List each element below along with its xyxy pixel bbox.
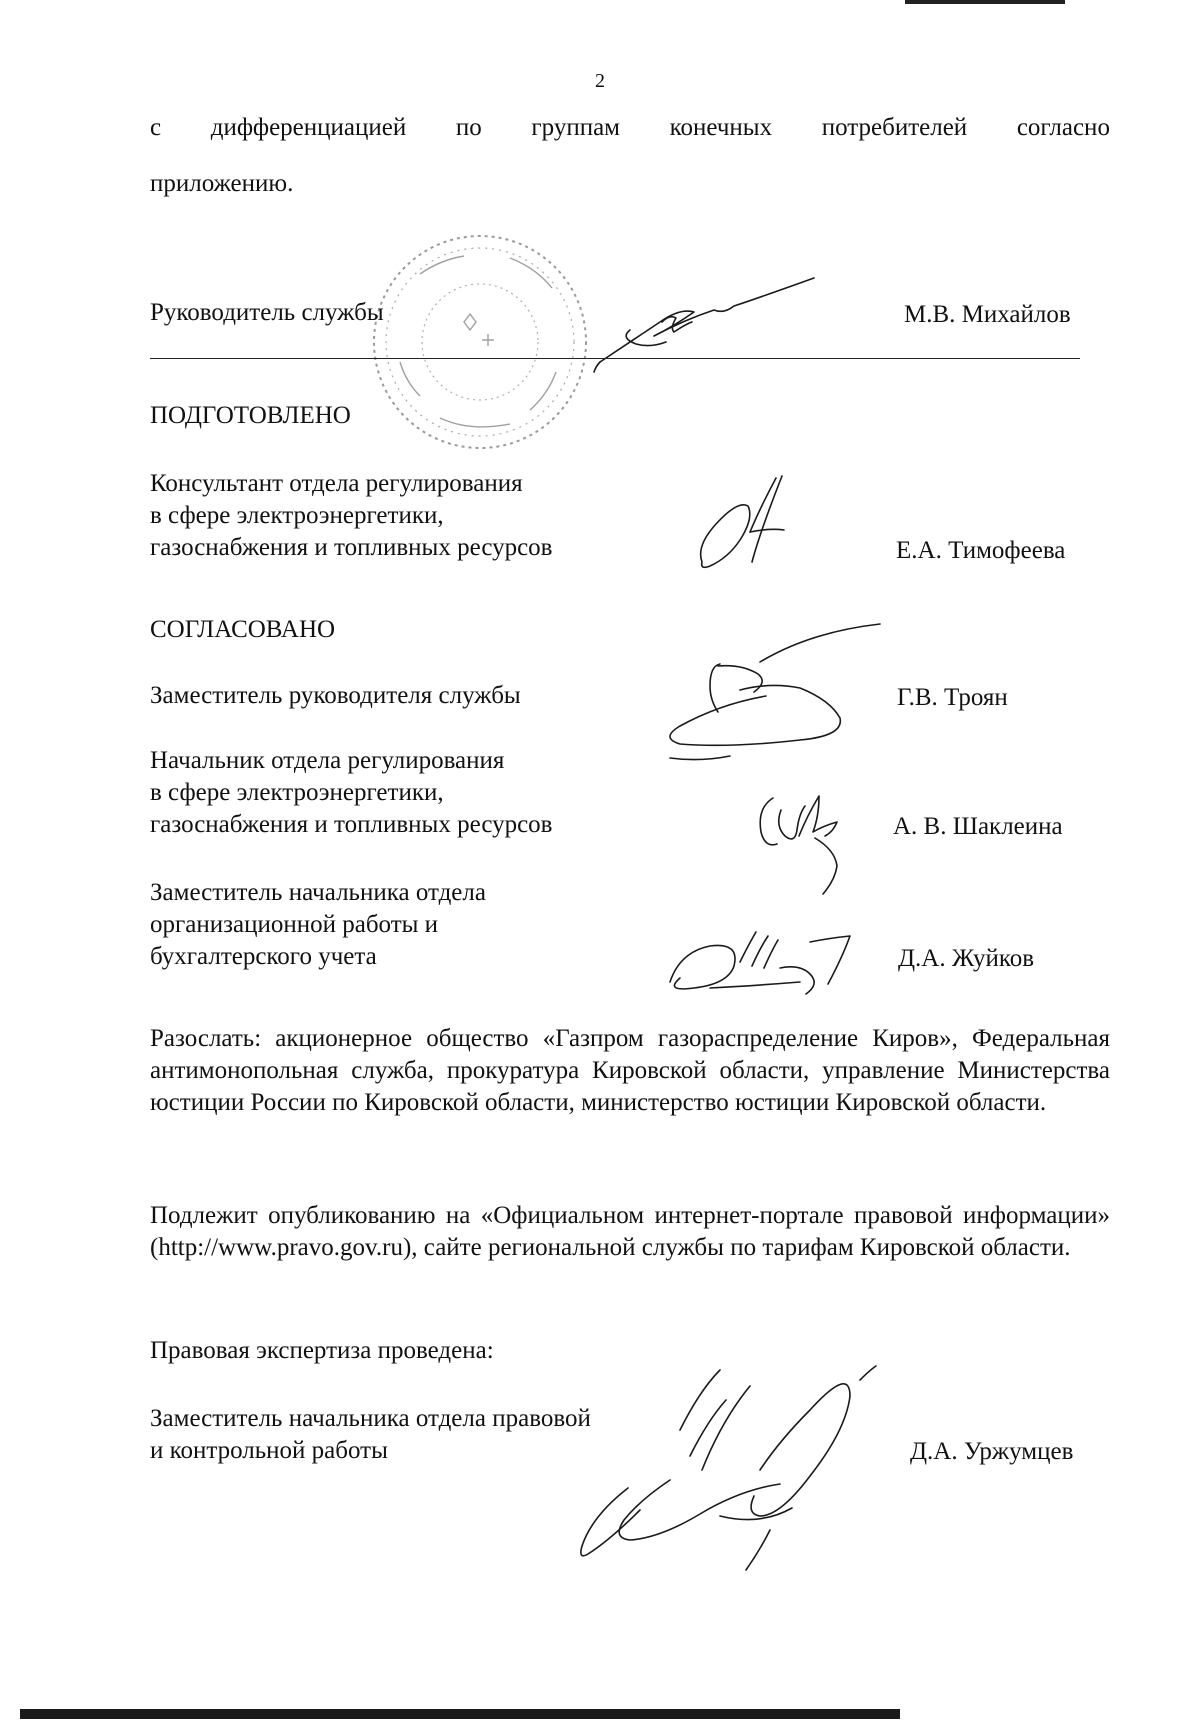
scan-edge-mark-top [905,0,1065,4]
position-line: газоснабжения и топливных ресурсов [150,534,553,561]
position-line: организационной работы и [150,911,439,938]
intro-line-1 [150,112,1110,144]
head-title: Руководитель службы [150,299,384,326]
position-line: Начальник отдела регулирования [150,747,505,774]
position-line: газоснабжения и топливных ресурсов [150,811,553,838]
agreed-signer-2-name: А. В. Шаклеина [893,813,1063,840]
intro-word: согласно [1016,114,1110,141]
position-line: бухгалтерского учета [150,943,377,970]
intro-word: группам [531,114,620,141]
agreed-signer-1-name: Г.В. Троян [897,684,1008,711]
position-line: Заместитель начальника отдела правовой [150,1405,591,1432]
scan-edge-mark-bottom [20,1709,900,1719]
legal-review-position [150,1403,591,1467]
distribution-text: Разослать: акционерное общество «Газпром газораспределение Киров», Федеральная антимонопольная служба, прокуратура Кировской области, управление Министерства юстиции России по Кировской области, министерство юстиции Кировской области. [150,1025,1110,1116]
position-line: Заместитель начальника отдела [150,879,486,906]
page-number: 2 [595,70,605,92]
agreed-signer-2-position [150,745,553,841]
position-line: Консультант отдела регулирования [150,470,523,497]
position-line: в сфере электроэнергетики, [150,779,444,806]
legal-review-name: Д.А. Уржумцев [910,1438,1074,1465]
agreed-signer-3-name: Д.А. Жуйков [898,945,1035,972]
position-line: в сфере электроэнергетики, [150,502,444,529]
intro-word: с [150,114,162,141]
head-name: М.В. Михайлов [904,301,1071,328]
handwritten-signature-icon [570,1360,900,1570]
intro-word: дифференциацией [210,114,407,141]
agreed-heading: СОГЛАСОВАНО [150,616,336,643]
handwritten-signature-icon [590,272,840,382]
prepared-heading: ПОДГОТОВЛЕНО [150,402,351,429]
agreed-signer-1-position [150,680,521,712]
publication-text: Подлежит опубликованию на «Официальном интернет-портале правовой информации» (http://www.pravo.gov.ru), сайте региональной службы по тарифам Кировской области. [150,1202,1110,1261]
intro-word: по [455,114,482,141]
intro-word: потребителей [821,114,968,141]
handwritten-signature-icon [755,780,865,900]
intro-word: конечных [669,114,773,141]
agreed-signer-3-position [150,877,486,973]
position-line: и контрольной работы [150,1437,388,1464]
signature-divider [150,358,1080,359]
handwritten-signature-icon [690,470,820,580]
official-seal-icon [360,222,600,462]
legal-review-heading: Правовая экспертиза проведена: [150,1337,494,1364]
prepared-position [150,468,553,564]
intro-line-2: приложению. [150,170,294,197]
handwritten-signature-icon [660,922,860,1002]
position-line: Заместитель руководителя службы [150,682,521,709]
prepared-name: Е.А. Тимофеева [896,537,1066,564]
handwritten-signature-icon [660,620,900,770]
